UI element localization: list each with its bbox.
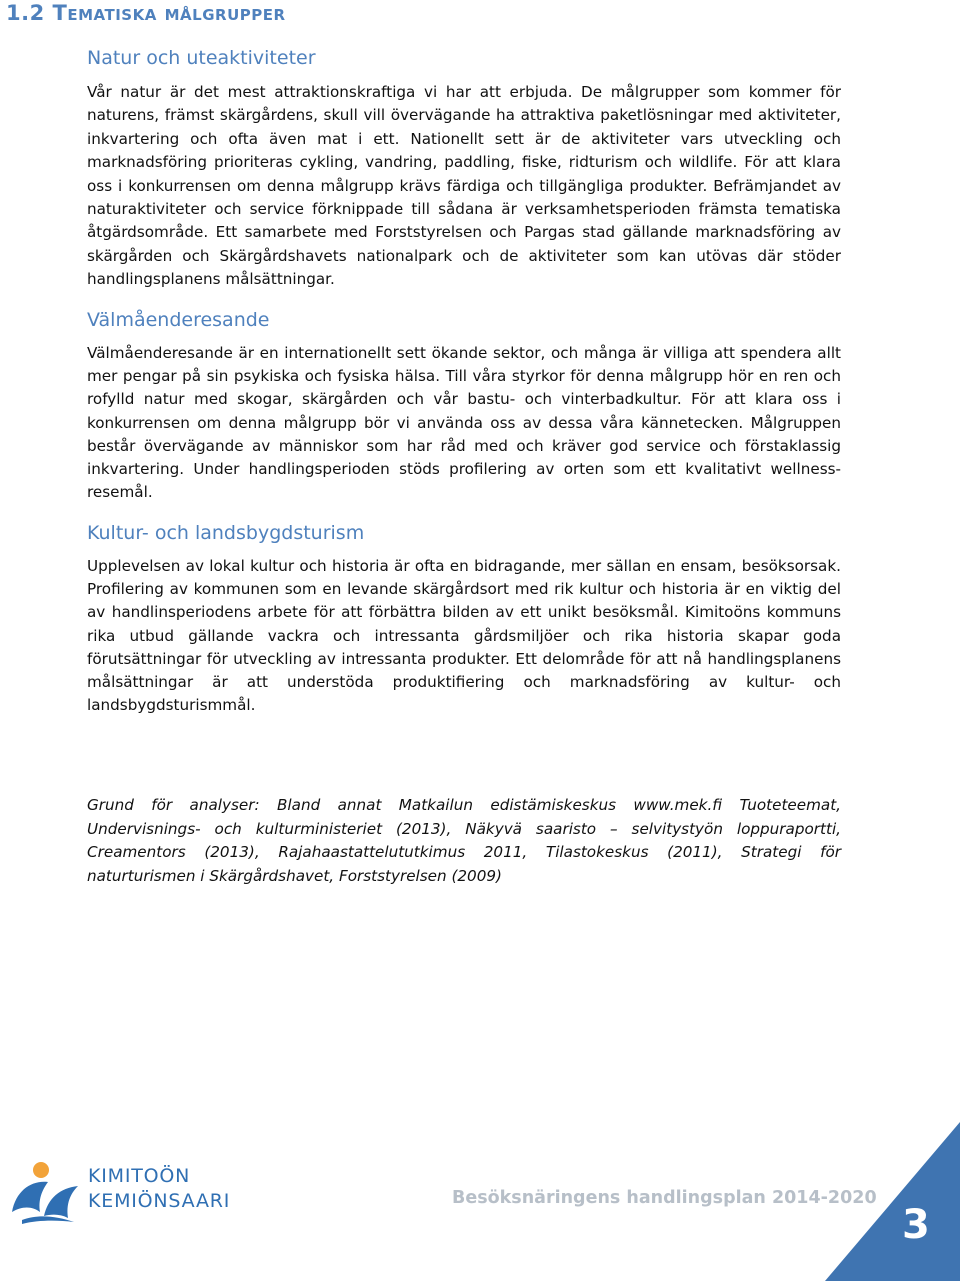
section-paragraph-culture: Upplevelsen av lokal kultur och historia är ofta en bidragande, mer sällan en ensam, besöksorsak. Profilering av kommunen som en levande skärgårdsort med rik kultur och historia är en viktig del av handlinsperiodens arbete för att förbättra bilden av ett unikt besöksmål. Kimitoöns kommuns rika utbud gällande vackra och intressanta gårdsmiljöer och rika historia skapar goda förutsättningar för utveckling av intressanta produkter. Ett delområde för att nå handlingsplanens målsättningar är att understöda produktifiering och marknadsföring av kultur- och landsbygdsturismmål. — [87, 557, 841, 715]
section-heading-culture: Kultur- och landsbygdsturism — [87, 522, 365, 544]
logo-mark-icon — [8, 1160, 84, 1226]
section-paragraph-nature: Vår natur är det mest attraktionskraftiga vi har att erbjuda. De målgrupper som kommer för naturens, främst skärgårdens, skull vill övervägande ha attraktiva paketlösningar med aktiviteter, inkvartering och ofta även mat i ett. Nationellt sett är de aktiviteter vars utveckling och marknadsföring prioriteras cykling, vandring, paddling, fiske, ridturism och wildlife. För att klara oss i konkurrensen om denna målgrupp krävs färdiga och tillgängliga produkter. Befrämjandet av naturaktiviteter och service förknippade till sådana är verksamhetsperioden främsta tematiska åtgärdsområde. Ett samarbete med Forststyrelsen och Pargas stad gällande marknadsföring av skärgården och Skärgårdshavets nationalpark och de aktiviteter som kan utövas där stöder handlingsplanens målsättningar. — [87, 83, 841, 289]
chapter-number: 1.2 — [6, 1, 45, 25]
section-heading-wellness: Välmåenderesande — [87, 309, 270, 331]
logo-line-kimitoon: KIMITOÖN — [88, 1165, 191, 1187]
chapter-title: Tematiska målgrupper — [52, 1, 286, 25]
logo-line-kemionsaari: KEMIÖNSAARI — [88, 1190, 231, 1212]
section-paragraph-wellness: Välmåenderesande är en internationellt sett ökande sektor, och många är villiga att spendera allt mer pengar på sin psykiska och fysiska hälsa. Till våra styrkor för denna målgrupp hör en ren och rofylld natur med skogar, skärgården och vår bastu- och vinterbadkultur. För att klara oss i konkurrensen om denna målgrupp bör vi använda oss av dessa våra kännetecken. Målgruppen består övervägande av människor som har råd med och kräver god service och förstaklassig inkvartering. Under handlingsperioden stöds profilering av orten som ett kvalitativt wellness-resemål. — [87, 344, 841, 502]
section-heading-nature: Natur och uteaktiviteter — [87, 47, 316, 69]
chapter-heading — [6, 0, 286, 26]
municipality-logo — [8, 1160, 248, 1230]
sources-note: Grund för analyser: Bland annat Matkailun edistämiskeskus www.mek.fi Tuoteteemat, Undervisnings- och kulturministeriet (2013), Näkyvä saaristo – selvitystyön loppuraportti, Creamentors (2013), Rajahaastattelututkimus 2011, Tilastokeskus (2011), Strategi för naturturismen i Skärgårdshavet, Forststyrelsen (2009) — [87, 796, 841, 885]
footer-plan-title: Besöksnäringens handlingsplan 2014-2020 — [452, 1188, 877, 1208]
page-corner-triangle — [825, 1122, 960, 1281]
page-number: 3 — [902, 1202, 930, 1248]
logo-wordmark — [88, 1164, 230, 1214]
